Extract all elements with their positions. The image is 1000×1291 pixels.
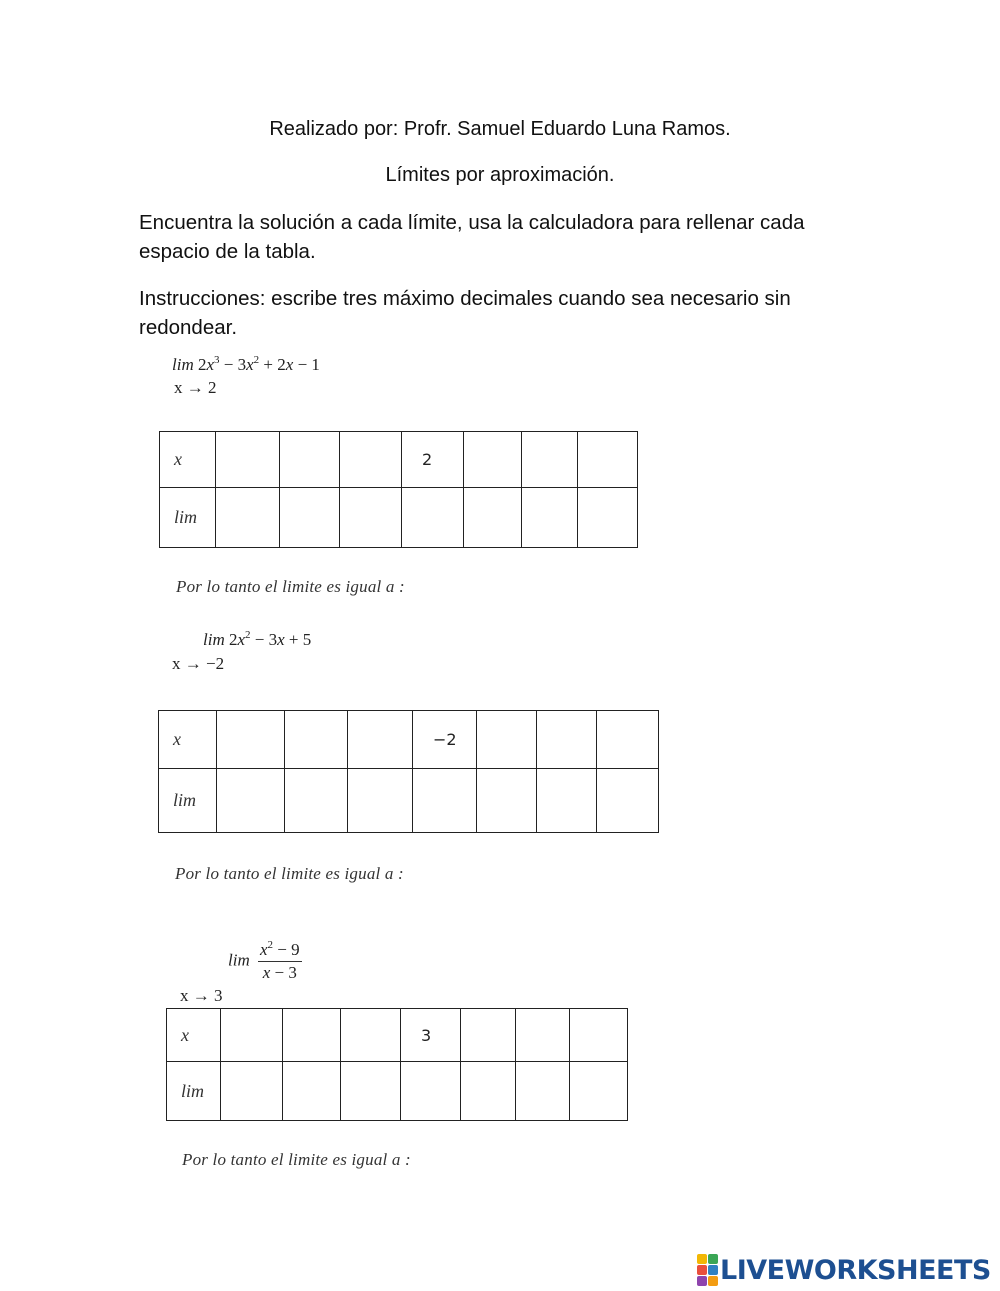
- x-input[interactable]: [348, 710, 416, 769]
- row-x-label: x: [159, 711, 217, 769]
- instructions-paragraph-2: Instrucciones: escribe tres máximo decimales cuando sea necesario sin redondear.: [139, 287, 791, 339]
- lim-input[interactable]: [413, 768, 480, 833]
- x-input[interactable]: [570, 1008, 631, 1062]
- lim-input-cell[interactable]: [464, 488, 522, 548]
- x-input[interactable]: [537, 710, 600, 769]
- x-center-value: 3: [401, 1009, 461, 1062]
- lim-input-cell[interactable]: [461, 1062, 516, 1121]
- x-input-cell[interactable]: [341, 1009, 401, 1062]
- x-input-cell[interactable]: [221, 1009, 283, 1062]
- problem-1-table: [159, 431, 638, 548]
- instructions-paragraph-1: Encuentra la solución a cada límite, usa la calculadora para rellenar cada espacio de la tabla.: [139, 211, 805, 263]
- problem-2-approach: x → −2: [172, 654, 225, 673]
- x-input[interactable]: [340, 431, 405, 488]
- logo-blocks-icon: [697, 1254, 718, 1286]
- lim-input[interactable]: [522, 487, 581, 548]
- lim-input[interactable]: [578, 487, 641, 548]
- problem-1-conclusion: Por lo tanto el limite es igual a :: [176, 577, 405, 596]
- topic-title: Límites por aproximación.: [385, 164, 615, 186]
- x-input[interactable]: [280, 431, 343, 488]
- lim-input[interactable]: [217, 768, 288, 833]
- lim-input-cell[interactable]: [477, 769, 537, 833]
- problem-3-approach: x → 3: [180, 986, 223, 1005]
- x-input-cell[interactable]: [578, 432, 638, 488]
- lim-input[interactable]: [280, 487, 343, 548]
- lim-input[interactable]: [221, 1061, 286, 1121]
- lim-input-cell[interactable]: [413, 769, 477, 833]
- x-input[interactable]: [217, 710, 288, 769]
- lim-input[interactable]: [340, 487, 405, 548]
- x-input[interactable]: [216, 431, 283, 488]
- x-input-cell[interactable]: [477, 711, 537, 769]
- x-input[interactable]: [285, 710, 351, 769]
- x-input[interactable]: [477, 710, 540, 769]
- lim-input-cell[interactable]: [537, 769, 597, 833]
- x-center-value: 2: [402, 432, 464, 488]
- lim-input-cell[interactable]: [516, 1062, 570, 1121]
- x-input-cell[interactable]: [340, 432, 402, 488]
- x-input-cell[interactable]: [597, 711, 659, 769]
- lim-input-cell[interactable]: [401, 1062, 461, 1121]
- x-input-cell[interactable]: [537, 711, 597, 769]
- lim-input-cell[interactable]: [402, 488, 464, 548]
- fraction: $\frac{x^2 - 9}{x - 3}$: [259, 939, 300, 982]
- lim-input-cell[interactable]: [597, 769, 659, 833]
- lim-input[interactable]: [597, 768, 662, 833]
- x-input-cell[interactable]: [217, 711, 285, 769]
- lim-input-cell[interactable]: [340, 488, 402, 548]
- lim-input[interactable]: [402, 487, 467, 548]
- x-input[interactable]: [578, 431, 641, 488]
- x-input-cell[interactable]: [522, 432, 578, 488]
- x-input-cell[interactable]: [516, 1009, 570, 1062]
- x-input-cell[interactable]: [570, 1009, 628, 1062]
- lim-input-cell[interactable]: [285, 769, 348, 833]
- x-input-cell[interactable]: [285, 711, 348, 769]
- problem-3-expression: lim $\frac{x^2 - 9}{x - 3}$: [228, 939, 300, 982]
- row-x-label: x: [167, 1009, 221, 1062]
- x-input-cell[interactable]: [283, 1009, 341, 1062]
- lim-input-cell[interactable]: [341, 1062, 401, 1121]
- x-input-cell[interactable]: [348, 711, 413, 769]
- x-input-cell[interactable]: [464, 432, 522, 488]
- lim-input-cell[interactable]: [283, 1062, 341, 1121]
- lim-input-cell[interactable]: [570, 1062, 628, 1121]
- row-lim-label: lim: [167, 1062, 221, 1121]
- lim-input[interactable]: [348, 768, 416, 833]
- lim-input[interactable]: [461, 1061, 519, 1121]
- lim-input-cell[interactable]: [217, 769, 285, 833]
- problem-1-expression: $\lim 2x^3 - 3x^2 + 2x - 1$: [172, 354, 320, 374]
- lim-input-cell[interactable]: [348, 769, 413, 833]
- x-input[interactable]: [221, 1008, 286, 1062]
- lim-input-cell[interactable]: [578, 488, 638, 548]
- problem-3-conclusion: Por lo tanto el limite es igual a :: [182, 1150, 411, 1169]
- x-input[interactable]: [283, 1008, 344, 1062]
- lim-input[interactable]: [516, 1061, 573, 1121]
- liveworksheets-logo: [697, 1252, 991, 1288]
- lim-input[interactable]: [464, 487, 525, 548]
- row-lim-label: lim: [159, 769, 217, 833]
- lim-input-cell[interactable]: [221, 1062, 283, 1121]
- x-input[interactable]: [464, 431, 525, 488]
- problem-1-approach: x → 2: [174, 378, 217, 397]
- x-input[interactable]: [522, 431, 581, 488]
- lim-input[interactable]: [401, 1061, 464, 1121]
- lim-input[interactable]: [477, 768, 540, 833]
- x-center-value: −2: [413, 711, 477, 769]
- x-input[interactable]: [597, 710, 662, 769]
- x-input[interactable]: [341, 1008, 404, 1062]
- problem-3-table: [166, 1008, 628, 1121]
- lim-input-cell[interactable]: [522, 488, 578, 548]
- problem-2-table: [158, 710, 659, 833]
- author-line: Realizado por: Profr. Samuel Eduardo Luna Ramos.: [269, 118, 731, 140]
- row-lim-label: lim: [160, 488, 216, 548]
- lim-input[interactable]: [216, 487, 283, 548]
- lim-input-cell[interactable]: [280, 488, 340, 548]
- lim-input-cell[interactable]: [216, 488, 280, 548]
- x-input[interactable]: [461, 1008, 519, 1062]
- lim-input[interactable]: [570, 1061, 631, 1121]
- lim-input[interactable]: [285, 768, 351, 833]
- x-input-cell[interactable]: [216, 432, 280, 488]
- x-input-cell[interactable]: [461, 1009, 516, 1062]
- problem-2-conclusion: Por lo tanto el limite es igual a :: [175, 864, 404, 883]
- x-input[interactable]: [516, 1008, 573, 1062]
- lim-input[interactable]: [341, 1061, 404, 1121]
- x-input-cell[interactable]: [280, 432, 340, 488]
- lim-input[interactable]: [537, 768, 600, 833]
- lim-input[interactable]: [283, 1061, 344, 1121]
- problem-2-expression: $\lim 2x^2 - 3x + 5$: [203, 629, 312, 649]
- row-x-label: x: [160, 432, 216, 488]
- logo-text: LIVEWORKSHEETS: [720, 1254, 991, 1286]
